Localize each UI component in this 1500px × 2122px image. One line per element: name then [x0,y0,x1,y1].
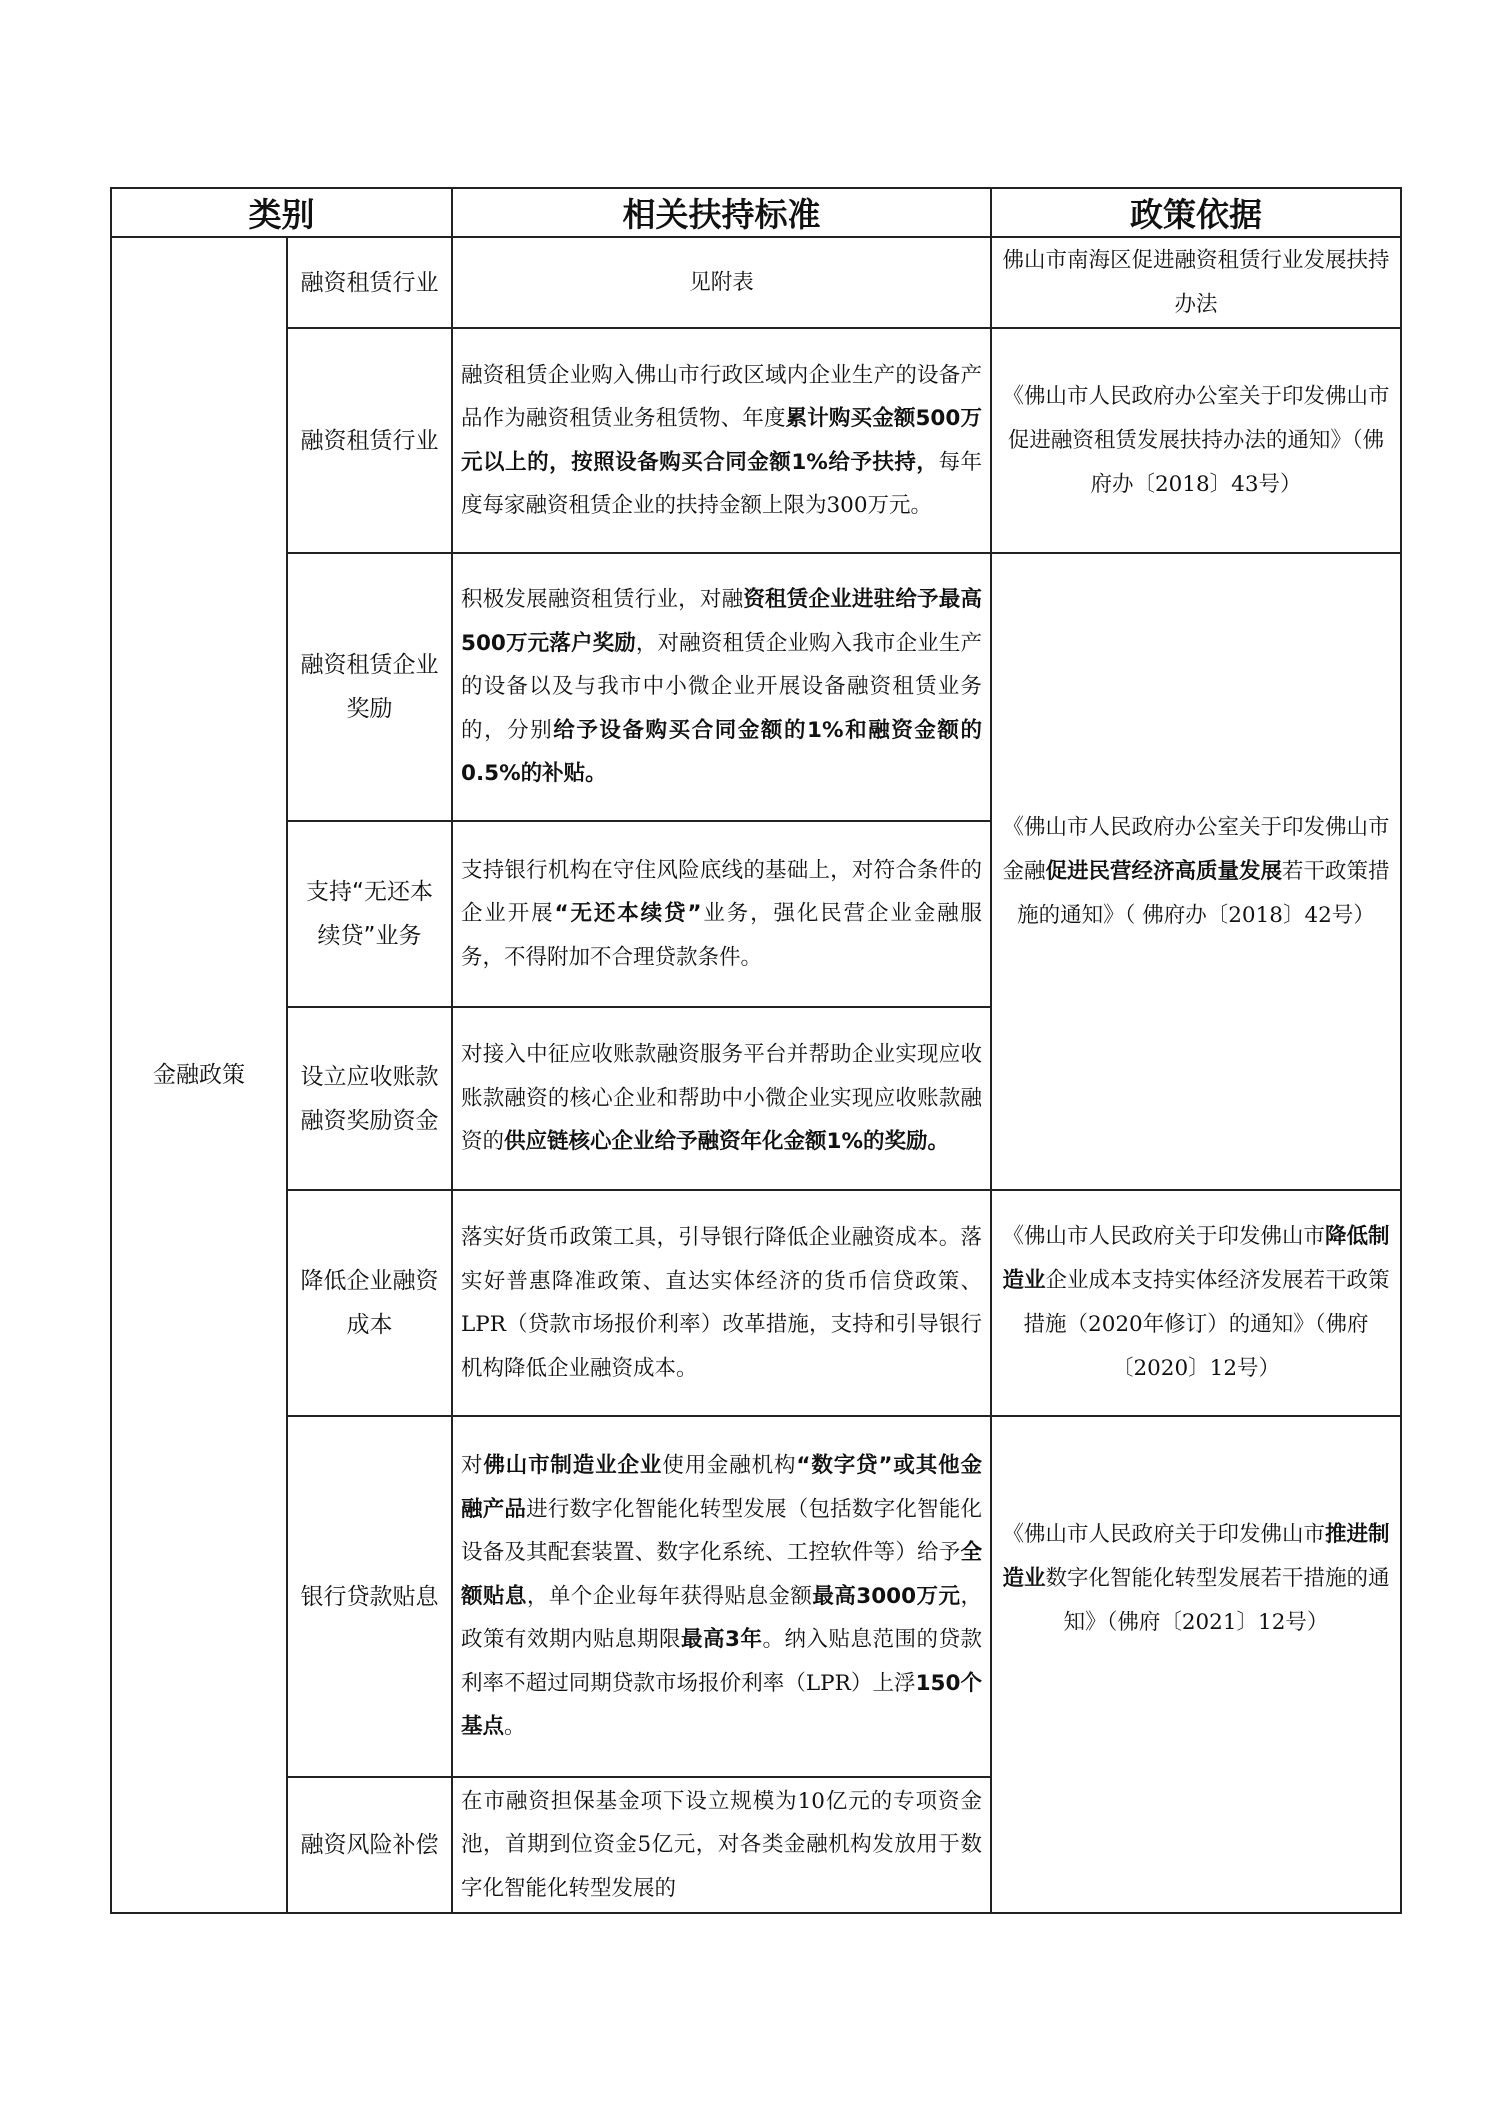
standard-text [461,1042,982,1154]
text-segment: 《佛山市人民政府关于印发佛山市 [1002,1224,1325,1249]
header-standard: 相关扶持标准 [452,188,991,237]
emphasis-text: “数字贷”或其他金融产品 [461,1453,982,1522]
subcategory-label: 融资租赁行业 [300,427,439,454]
emphasis-text: 累计购买金额500万元以上的，按照设备购买合同金额1%给予扶持， [461,406,982,475]
basis-text [1002,248,1389,317]
basis-cell [991,1190,1401,1416]
standard-cell [452,1007,991,1190]
text-segment: 落实好货币政策工具，引导银行降低企业融资成本。落实好普惠降准政策、直达实体经济的货币信贷政策、LPR（贷款市场报价利率）改革措施，支持和引导银行机构降低企业融资成本。 [461,1225,982,1381]
header-basis: 政策依据 [991,188,1401,237]
text-segment: 积极发展融资租赁行业，对融 [461,587,744,613]
table-row [111,1190,1401,1416]
standard-cell [452,328,991,553]
standard-text [461,1789,982,1901]
basis-text [1002,1224,1389,1381]
subcategory-cell [287,328,452,553]
text-segment: 使用金融机构 [662,1453,797,1479]
emphasis-text: 推进制造业 [1002,1522,1390,1591]
standard-cell [452,237,991,328]
text-segment: ，对融资租赁企业购入我市企业生产的设备以及与我市中小微企业开展设备融资租赁业务的，分别 [461,630,982,743]
table-row [111,1416,1401,1777]
text-segment: 对接入中征应收账款融资服务平台并帮助企业实现应收账款融资的核心企业和帮助中小微企业实现应收账款融资的 [461,1042,982,1155]
subcategory-cell [287,237,452,328]
text-segment: 支持银行机构在守住风险底线的基础上，对符合条件的企业开展 [461,857,982,927]
basis-cell [991,237,1401,328]
subcategory-label: 支持“无还本续贷”业务 [306,879,433,949]
text-segment: ，单个企业每年获得贴息金额 [526,1583,813,1609]
emphasis-text: 降低制造业 [1002,1224,1390,1293]
header-category: 类别 [111,188,452,237]
emphasis-text: 资租赁企业进驻给予最高500万元落户奖励 [461,587,982,656]
table-row [111,553,1401,821]
text-segment: 。 [504,1714,526,1740]
table-row [111,328,1401,553]
basis-cell-shared [991,1416,1401,1913]
emphasis-text: 最高3年 [681,1627,763,1653]
table-row [111,237,1401,328]
subcategory-cell [287,1190,452,1416]
standard-text [461,1225,982,1381]
standard-cell [452,553,991,821]
emphasis-text: 150个基点 [461,1670,982,1740]
basis-text [1002,1522,1389,1635]
text-segment: 《佛山市人民政府关于印发佛山市 [1002,1522,1325,1547]
text-segment: 若干政策措施的通知》（ 佛府办〔2018〕42号） [1017,858,1390,928]
text-segment: 在市融资担保基金项下设立规模为10亿元的专项资金池，首期到位资金5亿元，对各类金融机构发放用于数字化智能化转型发展的 [461,1788,982,1901]
emphasis-text: 促进民营经济高质量发展 [1045,858,1282,884]
text-segment: 见附表 [689,269,754,295]
subcategory-label: 设立应收账款融资奖励资金 [300,1063,439,1134]
standard-text [461,363,982,519]
text-segment: 业务，强化民营企业金融服务，不得附加不合理贷款条件。 [461,901,982,970]
standard-cell [452,821,991,1007]
subcategory-label: 融资租赁行业 [300,269,439,296]
text-segment: 。纳入贴息范围的贷款利率不超过同期贷款市场报价利率（LPR）上浮 [461,1627,982,1696]
standard-text [461,587,982,786]
text-segment: 每年度每家融资租赁企业的扶持金额上限为300万元。 [461,449,982,518]
subcategory-label: 融资风险补偿 [300,1832,439,1858]
standard-text [461,858,982,970]
category-label: 金融政策 [153,1062,245,1088]
standard-text [461,1453,982,1739]
subcategory-cell [287,821,452,1007]
text-segment: 《佛山市人民政府办公室关于印发佛山市促进融资租赁发展扶持办法的通知》（佛府办〔2018〕43号） [1002,383,1390,497]
text-segment: 企业成本支持实体经济发展若干政策措施（2020年修订）的通知》（佛府〔2020〕12号） [1023,1268,1390,1381]
text-segment: 数字化智能化转型发展若干措施的通知》（佛府〔2021〕12号） [1045,1566,1390,1635]
text-segment: 对 [461,1453,484,1479]
subcategory-label: 降低企业融资成本 [300,1268,439,1338]
text-segment: 佛山市南海区促进融资租赁行业发展扶持办法 [1002,247,1390,317]
emphasis-text: 最高3000万元 [812,1583,961,1609]
basis-cell-shared [991,553,1401,1190]
text-segment: 进行数字化智能化转型发展（包括数字化智能化设备及其配套装置、数字化系统、工控软件等）给予 [461,1496,982,1566]
basis-text [1002,384,1389,497]
subcategory-cell [287,1007,452,1190]
text-segment: 融资租赁企业购入佛山市行政区域内企业生产的设备产品作为融资租赁业务租赁物、年度 [461,362,982,431]
table-header-row [111,188,1401,237]
emphasis-text: 给予设备购买合同金额的1%和融资金额的0.5%的补贴。 [461,717,982,787]
standard-cell [452,1777,991,1913]
standard-cell [452,1190,991,1416]
text-segment: ，政策有效期内贴息期限 [461,1583,982,1653]
category-cell [111,237,287,1913]
text-segment: 《佛山市人民政府办公室关于印发佛山市金融 [1002,814,1390,884]
policy-table [110,187,1402,1914]
subcategory-cell [287,1416,452,1777]
subcategory-label: 银行贷款贴息 [300,1583,439,1610]
standard-text [689,270,754,295]
emphasis-text: 供应链核心企业给予融资年化金额1%的奖励。 [504,1129,950,1155]
emphasis-text: 佛山市制造业企业 [483,1453,663,1479]
subcategory-label: 融资租赁企业奖励 [300,652,439,722]
subcategory-cell [287,1777,452,1913]
basis-text [1002,815,1389,928]
emphasis-text: 全额贴息 [461,1540,982,1609]
standard-cell [452,1416,991,1777]
emphasis-text: “无还本续贷” [554,901,702,927]
subcategory-cell [287,553,452,821]
basis-cell [991,328,1401,553]
